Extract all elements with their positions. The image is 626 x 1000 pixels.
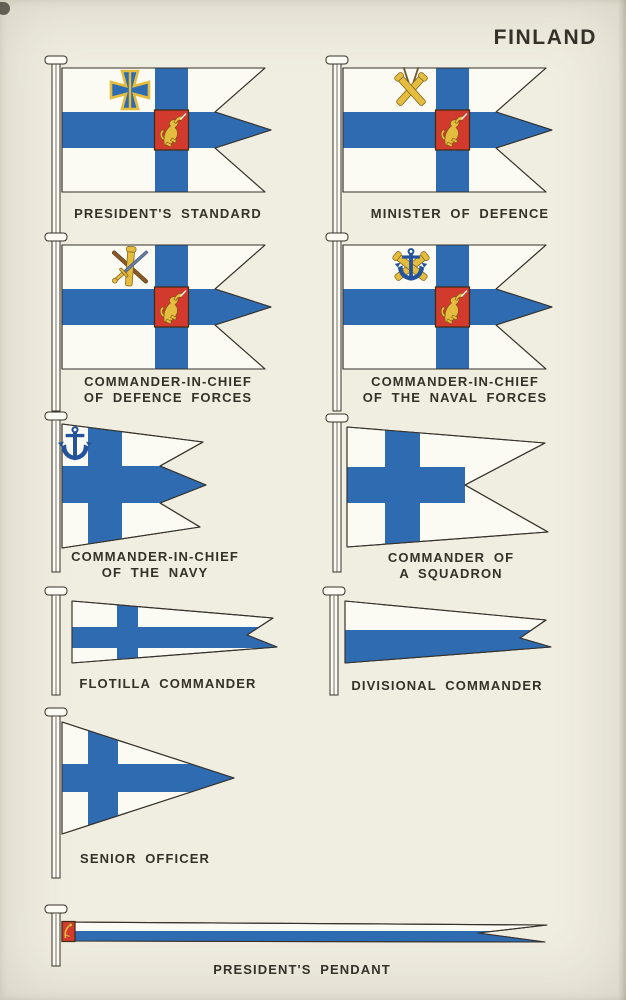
flag-cinc-navy (38, 408, 278, 578)
flag-label-line: PRESIDENT'S PENDANT (213, 962, 391, 977)
paper-smudge (0, 2, 10, 15)
flag-label-line: OF DEFENCE FORCES (83, 390, 253, 405)
flag-label (307, 678, 587, 694)
flag-label (162, 962, 442, 978)
flag-commander-of-a-squadron (320, 408, 570, 581)
flag-label (320, 206, 600, 222)
flag-label-line: FLOTILLA COMMANDER (79, 676, 257, 691)
flag-label-line: COMMANDER OF (387, 550, 515, 565)
flag-label (28, 676, 308, 692)
flag-label (28, 206, 308, 222)
flag-label-line: PRESIDENT'S STANDARD (74, 206, 262, 221)
flag-label-line: MINISTER OF DEFENCE (370, 206, 550, 221)
flag-label (311, 550, 591, 582)
flag-presidents-standard (38, 54, 288, 240)
lion-shield-icon (155, 110, 189, 150)
flag-label-line: A SQUADRON (399, 566, 503, 581)
flag-flotilla-commander (38, 583, 288, 701)
flag-label-line: OF THE NAVY (101, 565, 209, 580)
flag-label-line: COMMANDER-IN-CHIEF (71, 549, 239, 564)
flag-presidents-pendant (38, 898, 583, 993)
page-title: FINLAND (493, 26, 597, 49)
flag-label (315, 374, 595, 406)
flag-cinc-naval-forces (319, 231, 569, 417)
flagpole (326, 414, 348, 572)
flag-label (28, 374, 308, 406)
flag-divisional-commander (313, 583, 568, 701)
flag-label (5, 851, 285, 867)
flag-graphic-presidents-pendant (38, 898, 583, 993)
flag-label (15, 549, 295, 581)
flag-label-line: DIVISIONAL COMMANDER (351, 678, 543, 693)
lion-square-icon (62, 922, 75, 942)
lion-shield-icon (436, 287, 470, 327)
flag-label-line: OF THE NAVAL FORCES (362, 390, 548, 405)
anchor-crossed-cannons-icon (392, 248, 430, 282)
flag-senior-officer (38, 702, 268, 882)
blue-stripe (345, 630, 551, 663)
page-edge-shade (618, 0, 626, 1000)
lion-shield-icon (155, 287, 189, 327)
flag-minister-of-defence (319, 54, 569, 240)
flag-label-line: SENIOR OFFICER (80, 851, 210, 866)
flag-label-line: COMMANDER-IN-CHIEF (371, 374, 539, 389)
flag-label-line: COMMANDER-IN-CHIEF (84, 374, 252, 389)
blue-stripe (62, 931, 547, 942)
flag-cinc-defence-forces (38, 231, 288, 417)
lion-shield-icon (436, 110, 470, 150)
